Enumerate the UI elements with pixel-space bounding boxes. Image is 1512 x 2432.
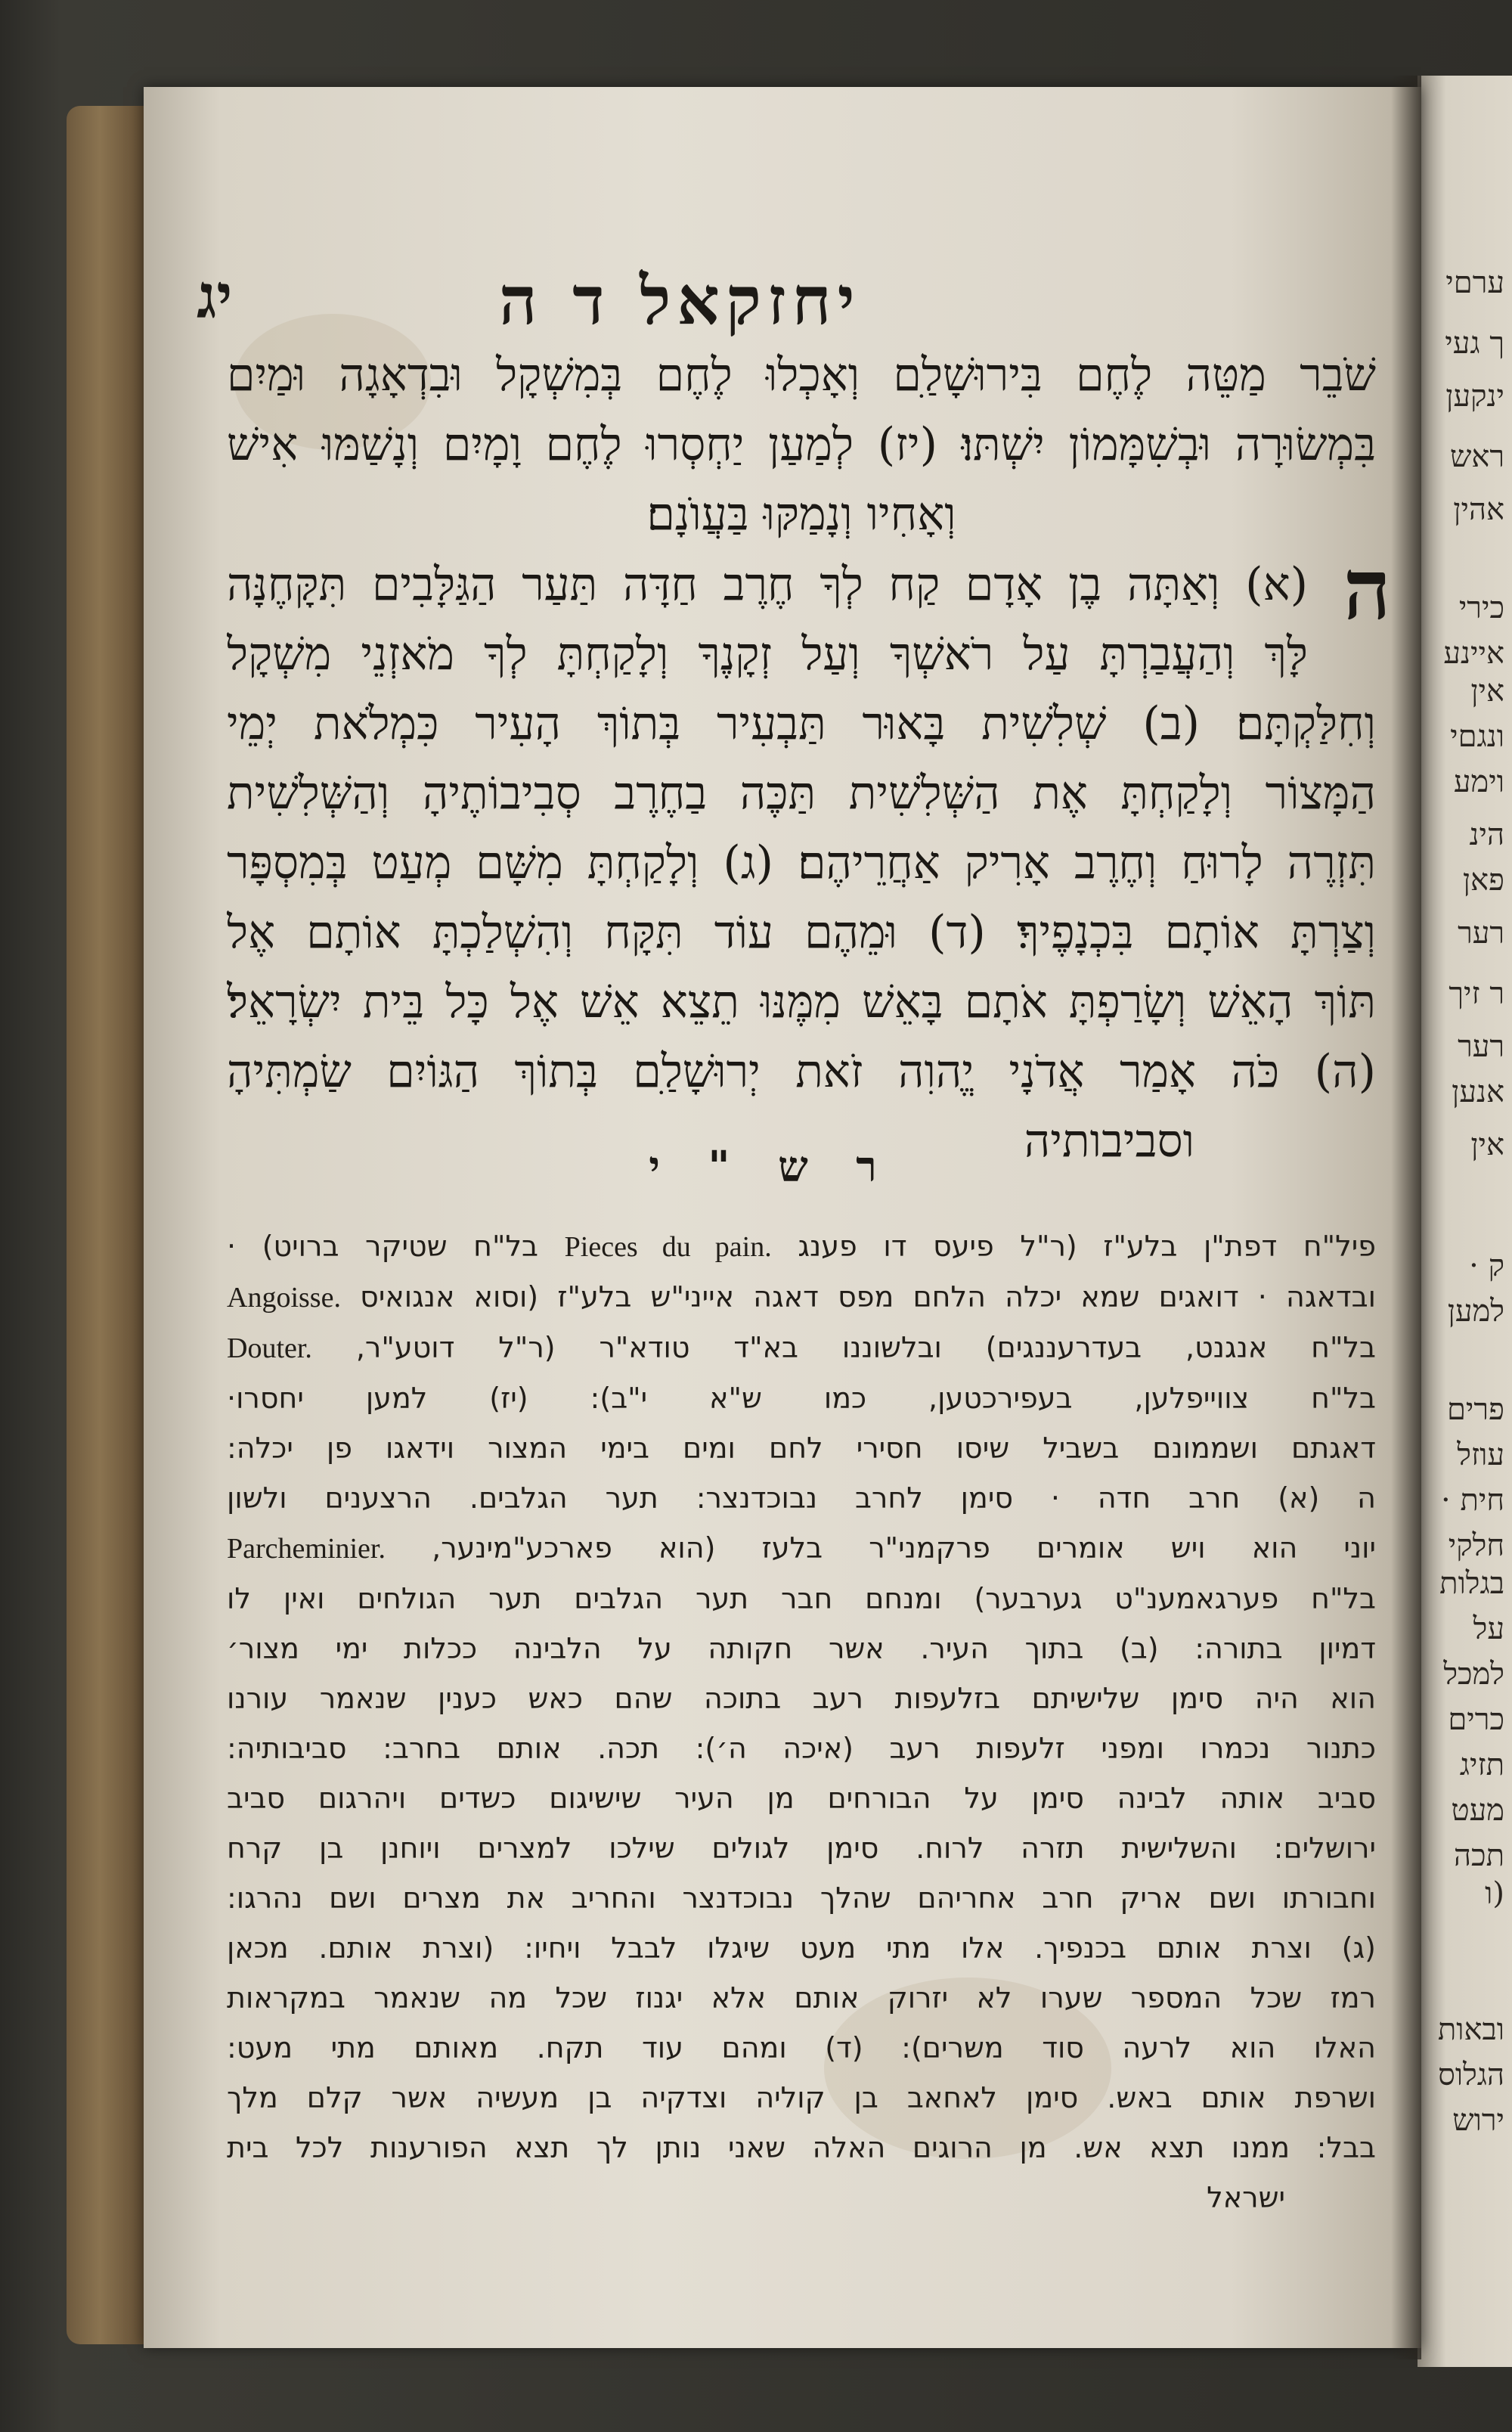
rashi-text: פיל"ח דפת"ן בלע"ז (ר"ל פיעס דו פענג [771,1230,1376,1263]
next-page-text: רער [1458,916,1504,951]
next-page-text: ירוש [1452,2103,1504,2138]
rashi-line [227,1873,1376,1923]
book-page [144,87,1421,2348]
rashi-line [227,1923,1376,1973]
next-page-text: למכל [1443,1657,1504,1692]
rashi-line [227,1221,1376,1272]
rashi-text: בל"ח פערגאמענ"ט גערבער) ומנחם חבר תער הגלבים תער הגולחים ואין לו [227,1582,1376,1615]
next-page-text: הגלוס [1438,2058,1504,2092]
page-content [144,87,1399,2348]
verse-line: וְחִלַּקְתָּם׃ (ב) שְׁלִשִׁית בָּאוּר תַּבְעִיר בְּתוֹךְ הָעִיר כִּמְלֹאת יְמֵי [227,697,1376,750]
rashi-text: דאגתם ושממונם בשביל שיסו חסירי לחם ומים בימי המצור וידאגו פן יכלה: [227,1432,1376,1465]
page-number: יג [197,261,233,332]
next-page-text: מעט [1451,1793,1504,1828]
rashi-text: בל"ח שטיקר ברויט) · [227,1230,565,1263]
next-page-text: ובאות [1437,2012,1504,2047]
next-page-text: תזיג [1459,1748,1504,1782]
rashi-text: ישראל [1207,2181,1285,2214]
next-page-text: אין [1470,674,1504,709]
verse-line: וסביבותיה [1024,1115,1194,1168]
verse-line: (ה) כֹּה אָמַר אֲדֹנָי יֱהוִה זֹאת יְרוּשָׁלַ‍ִם בְּתוֹךְ הַגּוֹיִם שַׂמְתִּיהָ [227,1045,1376,1098]
rashi-latin-gloss: Douter. [227,1332,312,1364]
rashi-text: ובדאגה · דואגים שמא יכלה הלחם מפס דאגה אייני"ש בלע"ז (וסוא אנגואיס [340,1280,1376,1314]
rashi-line [227,1674,1376,1723]
verse-line: שֹׁבֵר מַטֵּה לֶחֶם בִּירוּשָׁלַ‍ִם וְאָכְלוּ לֶחֶם בְּמִשְׁקָל וּבִדְאָגָה וּמַיִם [227,349,1376,402]
rashi-line [227,2023,1376,2073]
rashi-text: בבל: ממנו תצא אש. מן הרוגים האלה שאני נותן לך תצא הפורענות לכל בית [227,2131,1376,2164]
rashi-text: ירושלים: והשלישית תזרה לרוח. סימן לגולים שילכו למצרים ויוחנן בן קרח [227,1832,1376,1865]
next-page-text: ערםי [1445,265,1504,300]
rashi-line [227,2173,1376,2223]
verses-chapter-4 [227,340,1376,549]
rashi-text: סביב אותה לבינה סימן על הבורחים מן העיר שישיגום כשדים ויהרגום סביב [227,1782,1376,1815]
rashi-line [227,1473,1376,1523]
verse-line: תִּזְרֶה לָרוּחַ וְחֶרֶב אָרִיק אַחֲרֵיהֶם׃ (ג) וְלָקַחְתָּ מִשָּׁם מְעַט בְּמִסְפָּר [227,836,1376,889]
rashi-line [227,1272,1376,1323]
rashi-text: בל"ח צווייפלען, בעפירכטען, כמו ש"א י"ב): (יז) למען יחסרו· [227,1382,1376,1415]
chapter-letter: ה [1343,541,1391,638]
next-page-text: (ו [1485,1876,1504,1911]
rashi-line [227,1723,1376,1773]
rashi-text: וחבורתו ושם אריק חרב אחריהם שהלך נבוכדנצר והחריב את מצרים ושם נהרגו: [227,1881,1376,1915]
rashi-text: יוני הוא ויש אומרים פרקמני"ר בלעז (הוא פארכע"מינער, [385,1531,1376,1565]
next-page-text: כרים [1448,1702,1504,1737]
rashi-text: כתנור נכמרו ומפני זלעפות רעב (איכה ה׳): תכה. אותם בחרב: סביבותיה: [227,1732,1376,1765]
rashi-text: ה (א) חרב חדה · סימן לחרב נבוכדנצר: תער הגלבים. הרצענים ולשון [227,1481,1376,1515]
rashi-heading: ר ש " י [649,1142,894,1192]
verse-line: וְאָחִיו וְנָמַקּוּ בַּעֲוֺנָם׃ [646,488,956,541]
next-page-text: ינקען [1445,379,1504,414]
rashi-line [227,1823,1376,1873]
rashi-text: רמז שכל המספר שערו לא יזרוק אותם אלא יגנוז שכל מה שנאמר במקראות [227,1981,1376,2015]
next-page-text: עוזל [1457,1438,1504,1472]
next-page-text: ראש [1450,439,1504,474]
rashi-text: (ג) וצרת אותם בכנפיך. אלו מתי מעט שיגלו לבבל ויחיו: (וצרת אותם. מכאן [227,1931,1376,1965]
next-page-text: איינע [1443,636,1504,671]
rashi-text: ושרפת אותם באש. סימן לאחאב בן קוליה וצדקיה בן מעשיה אשר קלם מלך [227,2081,1376,2114]
rashi-commentary [227,1221,1376,2223]
next-page-text: ק · [1469,1249,1504,1283]
next-page-text: כירי [1458,591,1504,625]
next-page-text: הינ [1469,817,1504,852]
rashi-line [227,1574,1376,1624]
rashi-text: בל"ח אנגנט, בעדרעננגים) ובלשוננו בא"ד טודא"ר (ר"ל דוטע"ר, [311,1331,1376,1364]
next-page-text: למען [1447,1294,1504,1329]
rashi-latin-gloss: Parcheminier. [227,1533,386,1565]
book-gutter [1391,76,1421,2359]
rashi-line [227,1973,1376,2023]
rashi-latin-gloss: Angoisse. [227,1282,341,1314]
next-page-text: אין [1470,1128,1504,1162]
next-page-text: וימע [1453,765,1504,799]
next-page-text: רער [1458,1029,1504,1064]
rashi-line [227,1423,1376,1473]
rashi-line [227,1323,1376,1373]
rashi-text: דמיון בתורה: (ב) בתוך העיר. אשר חקותה על הלבינה ככלות ימי מצור׳ [227,1632,1376,1665]
verse-line: תּוֹךְ הָאֵשׁ וְשָׂרַפְתָּ אֹתָם בָּאֵשׁ מִמֶּנּוּ תֵצֵא אֵשׁ אֶל כָּל בֵּית יִשְׂרָאֵל׃ [227,976,1376,1028]
rashi-latin-gloss: Pieces du pain. [564,1231,772,1263]
next-page-edge [1418,76,1512,2367]
next-page-text: תכה [1454,1838,1504,1873]
next-page-text: חית · [1441,1483,1504,1518]
rashi-line [227,1624,1376,1674]
rashi-text: האלו הוא לרעה סוד משרים): (ד) ומהם עוד תקח. מאותם מתי מעט: [227,2031,1376,2064]
rashi-line [227,2123,1376,2173]
verse-line: וְצַרְתָּ אוֹתָם בִּכְנָפֶיךָ׃ (ד) וּמֵהֶם עוֹד תִּקָּח וְהִשְׁלַכְתָּ אוֹתָם אֶל [227,906,1376,959]
next-page-text: בגלות [1439,1566,1504,1601]
rashi-line [227,1523,1376,1574]
next-page-text: ר זיך [1448,976,1504,1011]
book-title: יחזקאל ד ה [499,261,861,340]
next-page-text: אנען [1452,1075,1504,1109]
running-header [144,261,1399,344]
next-page-text: על [1473,1612,1504,1646]
verses-chapter-5 [227,541,1391,1176]
rashi-line [227,1373,1376,1423]
rashi-text: הוא היה סימן שלישיתם בזלעפות רעב בתוכה שהם כאש כענין שנאמר עורנו [227,1682,1376,1715]
verse-line: לָּךְ וְהַעֲבַרְתָּ עַל רֹאשְׁךָ וְעַל זְקָנֶךָ וְלָקַחְתָּ לְךָ מֹאזְנֵי מִשְׁקָל [227,628,1308,681]
verse-line: בִּמְשׂוּרָה וּבְשִׁמָּמוֹן יִשְׁתּוּ׃ (יז) לְמַעַן יַחְסְרוּ לֶחֶם וָמָיִם וְנָשַׁמּוּ אִישׁ [227,418,1376,471]
next-page-text: פאן [1462,863,1504,898]
rashi-line [227,2073,1376,2123]
rashi-line [227,1773,1376,1823]
next-page-text: אהין [1453,492,1504,527]
next-page-text: ך געי [1445,326,1504,361]
verse-line: הַמָּצוֹר וְלָקַחְתָּ אֶת הַשְּׁלִשִׁית תַּכֶּה בַחֶרֶב סְבִיבוֹתֶיהָ וְהַשְּׁלִשִׁית [227,767,1376,820]
next-page-text: פרים [1446,1392,1504,1427]
verse-line: (א) וְאַתָּה בֶן אָדָם קַח לְךָ חֶרֶב חַדָּה תַּעַר הַגַּלָּבִים תִּקָּחֶנָּה [227,558,1308,611]
page-edge [67,106,150,2344]
next-page-text: ונגםי [1450,719,1504,754]
next-page-text: חלקי [1448,1528,1504,1563]
